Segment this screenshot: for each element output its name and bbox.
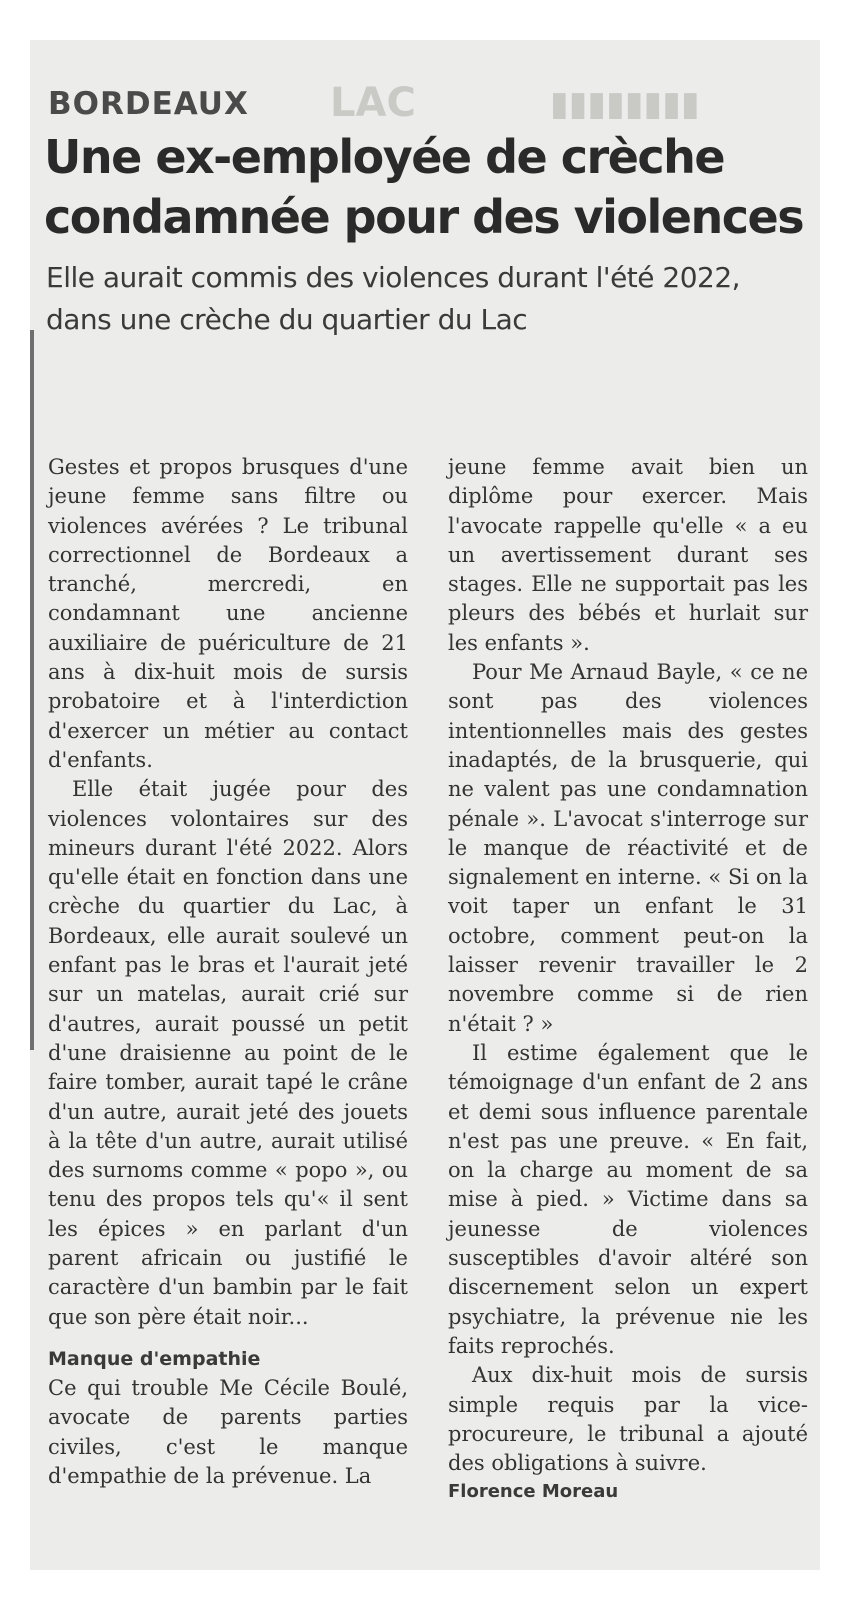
section-label: BORDEAUX — [48, 86, 249, 122]
paragraph: Ce qui trouble Me Cécile Boulé, avocate de parents parties civiles, c'est le manque d'empathie de la prévenue. La — [48, 1375, 408, 1488]
byline: Florence Moreau — [448, 1481, 619, 1503]
paragraph: jeune femme avait bien un diplôme pour exercer. Mais l'avocate rappelle qu'elle « a eu un avertissement durant ses stages. Elle ne supportait pas les pleurs des bébés et hurlait sur les enfants ». — [448, 455, 808, 655]
paragraph: Gestes et propos brusques d'une jeune femme sans filtre ou violences avérées ? Le tribunal correctionnel de Bordeaux a tranché, mercredi, en condamnant une ancienne auxiliaire de puériculture de 21 ans à dix-huit mois de sursis probatoire et à l'interdiction d'exercer un métier au contact d'enfants. — [48, 455, 408, 772]
bleed-through-masthead: ▮▮▮▮▮▮▮▮ — [550, 84, 700, 124]
scan-edge-shadow — [30, 330, 34, 1050]
headline: Une ex-employée de crèche condamnée pour des violences — [44, 130, 804, 244]
paragraph: Il estime également que le témoignage d'un enfant de 2 ans et demi sous influence parentale n'est pas une preuve. « En fait, on la charge au moment de sa mise à pied. » Victime dans sa jeunesse de violences susceptibles d'avoir altéré son discernement selon un expert psychiatre, la prévenue nie les faits reprochés. — [448, 1040, 808, 1358]
paragraph: Pour Me Arnaud Bayle, « ce ne sont pas des violences intentionnelles mais des gestes inadaptés, de la brusquerie, qui ne valent pas une condamnation pénale ». L'avocat s'interroge sur le manque de réactivité et de signalement en interne. « Si on la voit taper un enfant le 31 octobre, comment peut-on la laisser revenir travailler le 2 novembre comme si de rien n'était ? » — [448, 660, 808, 1036]
inter-title: Manque d'empathie — [48, 1347, 261, 1370]
article — [44, 85, 808, 1503]
article-body — [48, 453, 808, 1504]
paragraph: Aux dix-huit mois de sursis simple requis par la vice-procureure, le tribunal a ajouté des obligations à suivre. — [448, 1363, 808, 1476]
right-column — [448, 453, 808, 1504]
newspaper-clipping — [30, 40, 820, 1570]
subhead: Elle aurait commis des violences durant l'été 2022, dans une crèche du quartier du Lac — [46, 261, 741, 336]
bleed-through-header: LAC — [330, 80, 416, 126]
paragraph: Elle était jugée pour des violences volontaires sur des mineurs durant l'été 2022. Alors qu'elle était en fonction dans une crèche du quartier du Lac, à Bordeaux, elle aurait soulevé un enfant pas le bras et l'aurait jeté sur un matelas, aurait crié sur d'autres, aurait poussé un petit d'une draisienne au point de le faire tomber, aurait tapé le crâne d'un autre, aurait jeté des jouets à la tête d'un autre, aurait utilisé des surnoms comme « popo », ou tenu des propos tels qu'« il sent les épices » en parlant d'un parent africain ou justifié le caractère d'un bambin par le fait que son père était noir... — [48, 777, 408, 1329]
left-column — [48, 453, 408, 1504]
